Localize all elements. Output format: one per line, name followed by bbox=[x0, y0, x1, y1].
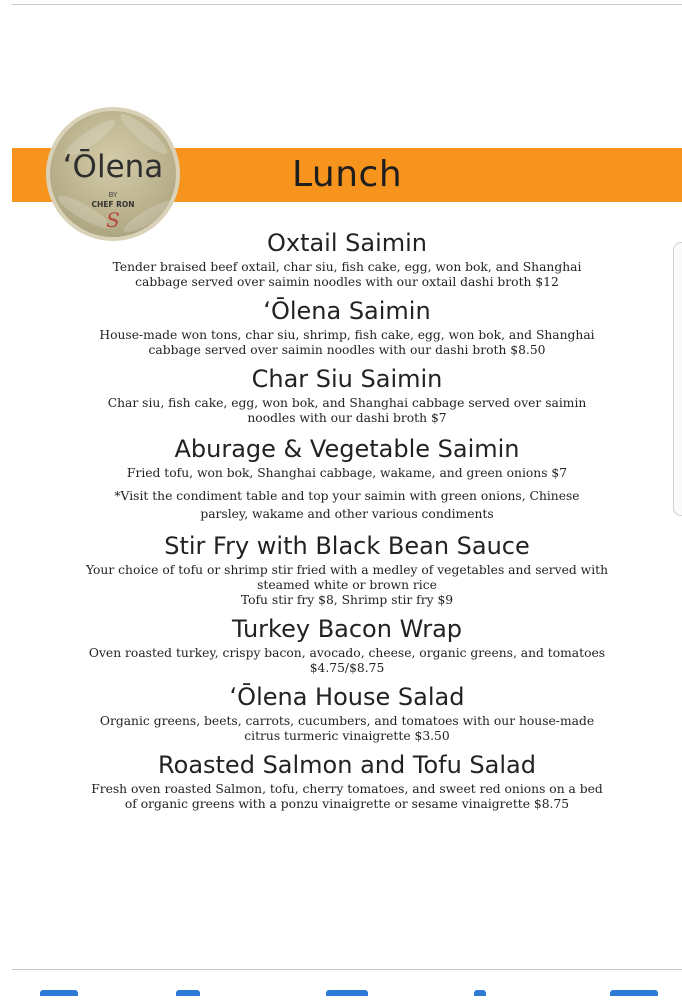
item-description: Fresh oven roasted Salmon, tofu, cherry tomatoes, and sweet red onions on a bed bbox=[91, 782, 603, 796]
restaurant-logo bbox=[46, 107, 180, 241]
item-name: Aburage & Vegetable Saimin bbox=[174, 435, 520, 463]
item-description: of organic greens with a ponzu vinaigrette or sesame vinaigrette $8.75 bbox=[124, 797, 570, 811]
menu-item bbox=[80, 362, 614, 426]
logo-mark-icon: S bbox=[106, 208, 120, 232]
info-icon[interactable] bbox=[474, 990, 486, 996]
menu-item bbox=[80, 680, 614, 744]
item-description: Oven roasted turkey, crispy bacon, avocado, cheese, organic greens, and tomatoes bbox=[88, 646, 606, 660]
item-name: Stir Fry with Black Bean Sauce bbox=[164, 532, 530, 560]
item-name: Turkey Bacon Wrap bbox=[231, 615, 463, 643]
note-line: *Visit the condiment table and top your saimin with green onions, Chinese bbox=[114, 489, 580, 503]
item-description: $4.75/$8.75 bbox=[309, 661, 385, 675]
item-description: Your choice of tofu or shrimp stir fried with a medley of vegetables and served with bbox=[85, 563, 608, 577]
condiment-note bbox=[80, 487, 614, 523]
item-description: Tender braised beef oxtail, char siu, fish cake, egg, won bok, and Shanghai bbox=[112, 260, 582, 274]
top-divider bbox=[12, 4, 682, 5]
menu-item bbox=[80, 226, 614, 290]
item-description: cabbage served over saimin noodles with our oxtail dashi broth $12 bbox=[135, 275, 559, 289]
menu-item bbox=[80, 294, 614, 358]
menu-list bbox=[80, 226, 614, 812]
side-panel-edge[interactable] bbox=[673, 242, 682, 516]
item-name: Char Siu Saimin bbox=[251, 365, 443, 393]
item-description: House-made won tons, char siu, shrimp, fish cake, egg, won bok, and Shanghai bbox=[99, 328, 595, 342]
item-name: ʻŌlena Saimin bbox=[263, 297, 431, 325]
bottom-divider bbox=[12, 969, 682, 970]
logo-name: ʻŌlena bbox=[62, 149, 164, 185]
item-description: steamed white or brown rice bbox=[257, 578, 437, 592]
menu-title: Lunch bbox=[292, 154, 403, 195]
menu-item bbox=[80, 529, 614, 608]
item-description: Tofu stir fry $8, Shrimp stir fry $9 bbox=[240, 593, 454, 607]
bottom-toolbar bbox=[0, 990, 682, 1000]
item-description: citrus turmeric vinaigrette $3.50 bbox=[244, 729, 450, 743]
edit-icon[interactable] bbox=[326, 990, 368, 996]
item-name: ʻŌlena House Salad bbox=[229, 683, 465, 711]
item-name: Oxtail Saimin bbox=[266, 229, 428, 257]
item-description: Fried tofu, won bok, Shanghai cabbage, wakame, and green onions $7 bbox=[126, 466, 568, 480]
menu-item bbox=[80, 612, 614, 676]
item-description: Organic greens, beets, carrots, cucumbers, and tomatoes with our house-made bbox=[99, 714, 595, 728]
delete-icon[interactable] bbox=[610, 990, 658, 996]
menu-item bbox=[80, 748, 614, 812]
menu-item bbox=[80, 432, 614, 481]
item-description: Char siu, fish cake, egg, won bok, and Shanghai cabbage served over saimin bbox=[107, 396, 587, 410]
item-description: noodles with our dashi broth $7 bbox=[247, 411, 447, 425]
logo-by: BY bbox=[108, 191, 118, 199]
share-icon[interactable] bbox=[40, 990, 78, 996]
note-line: parsley, wakame and other various condiments bbox=[200, 507, 494, 521]
item-description: cabbage served over saimin noodles with our dashi broth $8.50 bbox=[148, 343, 546, 357]
favorite-icon[interactable] bbox=[176, 990, 200, 996]
logo-chef: CHEF RON bbox=[91, 200, 135, 209]
item-name: Roasted Salmon and Tofu Salad bbox=[158, 751, 536, 779]
